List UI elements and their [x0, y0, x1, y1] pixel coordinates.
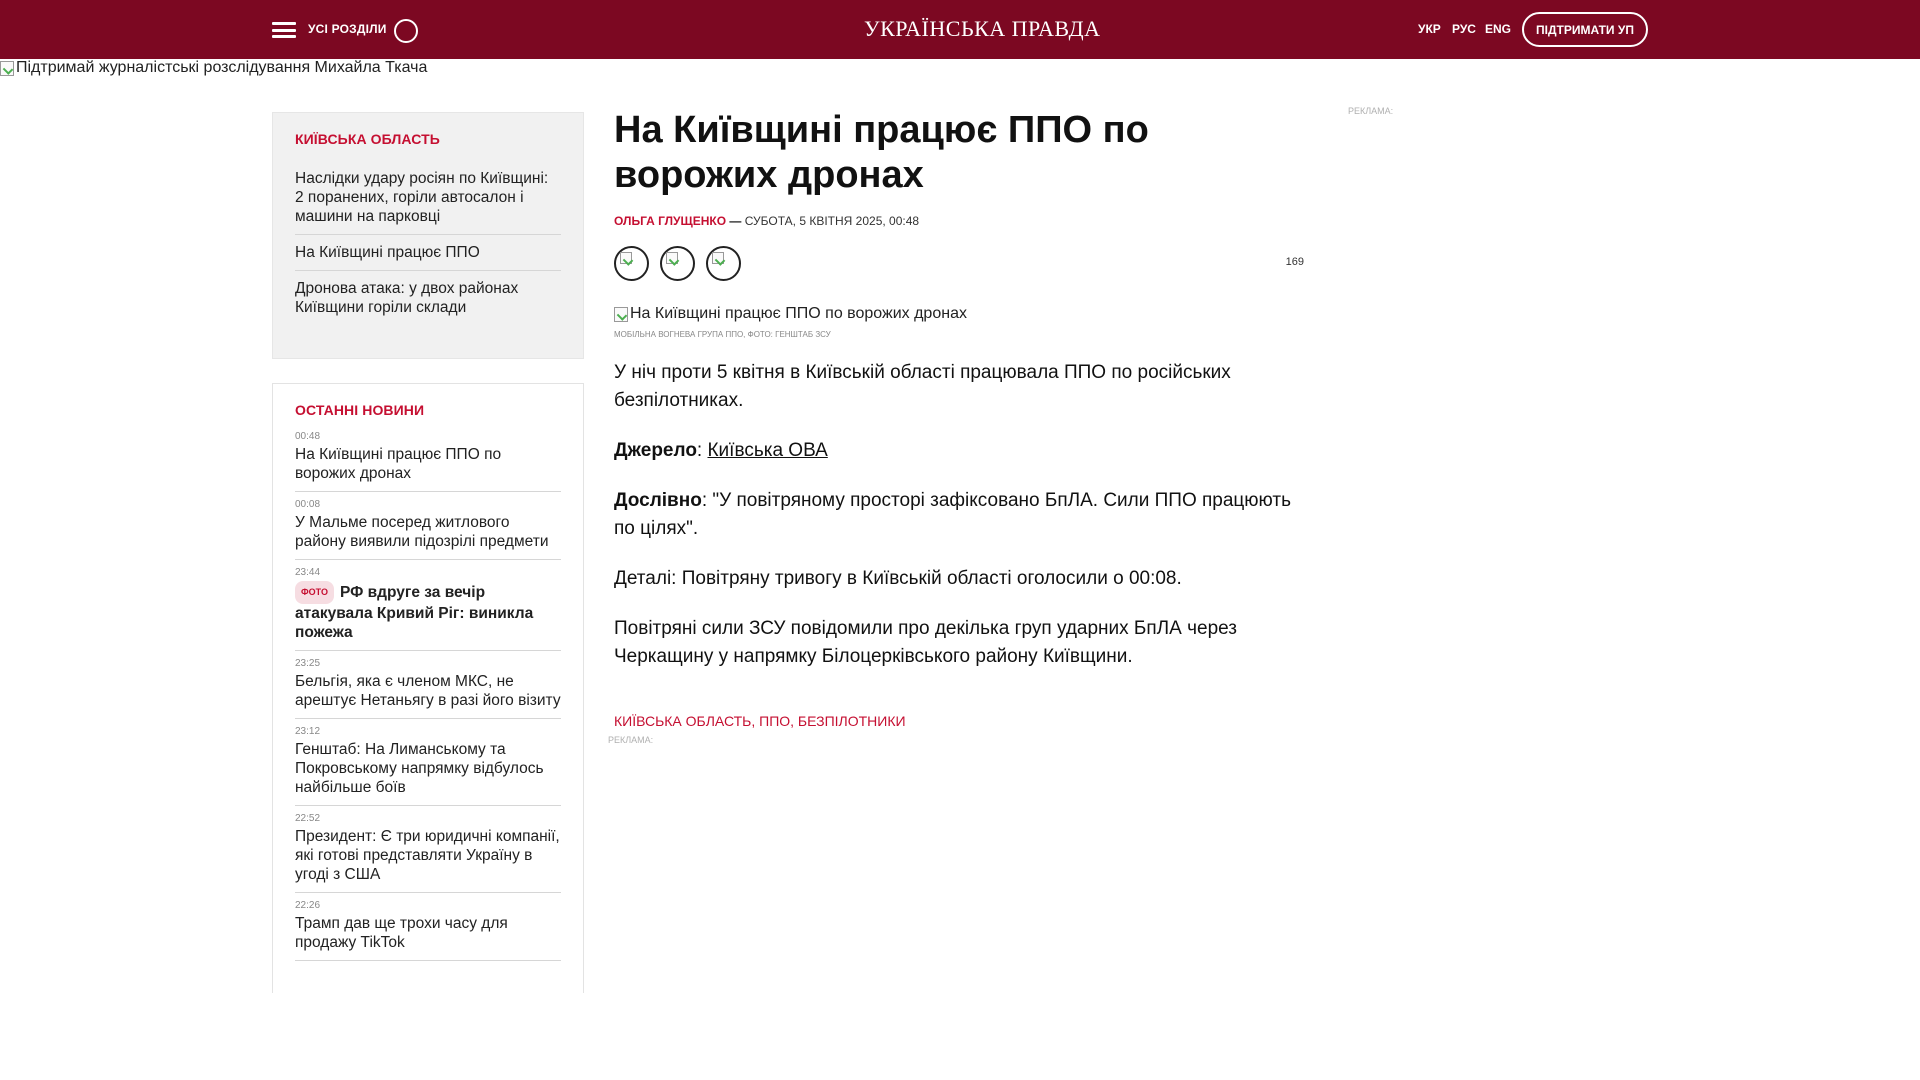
news-time: 22:26 [295, 900, 321, 911]
news-time: 00:48 [295, 431, 321, 442]
broken-image-icon [620, 252, 632, 264]
tag-link[interactable]: ППО [759, 713, 791, 729]
source-label: Джерело [614, 440, 697, 461]
photo-badge: ФОТО [295, 581, 334, 604]
all-sections-link[interactable]: УСІ РОЗДІЛИ [308, 22, 387, 36]
byline-dash: — [729, 214, 742, 228]
broken-image-icon [0, 61, 14, 76]
lang-ukr-link[interactable]: УКР [1418, 22, 1441, 36]
ad-label: РЕКЛАМА: [608, 735, 654, 745]
article-tags [614, 713, 1314, 729]
news-list-item[interactable] [295, 651, 561, 719]
news-list-item[interactable] [295, 492, 561, 560]
news-list-item[interactable] [295, 424, 561, 492]
broken-image-icon [712, 252, 724, 264]
banner-alt-text: Підтримай журналістські розслідування Михайла Ткача [16, 59, 428, 76]
tag-separator: , [751, 713, 760, 729]
broken-image-icon [666, 252, 678, 264]
menu-icon[interactable] [272, 22, 296, 38]
quote-label: Дослівно [614, 490, 702, 511]
author-link[interactable]: ОЛЬГА ГЛУЩЕНКО [614, 214, 727, 228]
article-paragraph: У ніч проти 5 квітня в Київській області працювала ППО по російських безпілотниках. [614, 362, 1231, 411]
news-time: 00:08 [295, 499, 321, 510]
latest-news-box [272, 383, 584, 993]
region-news-item[interactable]: На Київщині працює ППО [295, 235, 561, 271]
share-telegram-button[interactable] [706, 246, 741, 281]
article-paragraph: Деталі: Повітряну тривогу в Київській області оголосили о 00:08. [614, 568, 1182, 589]
quote-text: : "У повітряному просторі зафіксовано БпЛА. Сили ППО працюють по цілях". [614, 490, 1291, 539]
news-time: 23:25 [295, 658, 321, 669]
news-title: Генштаб: На Лиманському та Покровському напрямку відбулось найбільше боїв [295, 741, 544, 796]
site-logo[interactable]: УКРАЇНСЬКА ПРАВДА [864, 16, 1101, 41]
news-title: Трамп дав ще трохи часу для продажу TikTok [295, 915, 508, 951]
tag-link[interactable]: БЕЗПІЛОТНИКИ [797, 713, 906, 729]
news-time: 23:12 [295, 726, 321, 737]
region-news-item[interactable]: Дронова атака: у двох районах Київщини горіли склади [295, 280, 519, 316]
share-twitter-button[interactable] [660, 246, 695, 281]
region-news-box [272, 112, 584, 359]
news-list-item[interactable] [295, 560, 561, 651]
share-facebook-button[interactable] [614, 246, 649, 281]
news-title: РФ вдруге за вечір атакувала Кривий Ріг: виникла пожежа [295, 584, 534, 641]
article-source [614, 437, 1314, 465]
news-list-item[interactable] [295, 893, 561, 961]
search-icon[interactable] [394, 19, 418, 43]
view-count: 169 [1285, 256, 1304, 268]
article-image [614, 305, 1314, 323]
news-time: 22:52 [295, 813, 321, 824]
tag-link[interactable]: КИЇВСЬКА ОБЛАСТЬ [614, 713, 752, 729]
news-title: Бельгія, яка є членом МКС, не арештує Нетаньягу в разі його візиту [295, 673, 561, 709]
site-header [0, 0, 1920, 59]
ad-label: РЕКЛАМА: [1348, 106, 1394, 116]
lang-eng-link[interactable]: ENG [1485, 22, 1512, 36]
promo-banner[interactable] [0, 58, 427, 78]
news-list-item[interactable] [295, 806, 561, 893]
article-image-alt: На Київщині працює ППО по ворожих дронах [630, 305, 967, 322]
region-title-link[interactable]: КИЇВСЬКА ОБЛАСТЬ [295, 131, 440, 147]
news-title: У Мальме посеред житлового району виявили підозрілі предмети [295, 514, 549, 550]
news-list-item[interactable] [295, 719, 561, 806]
article [614, 108, 1314, 729]
news-title: Президент: Є три юридичні компанії, які готові представляти Україну в угоді з США [295, 828, 560, 883]
image-caption: МОБІЛЬНА ВОГНЕВА ГРУПА ППО, ФОТО: ГЕНШТАБ ЗСУ [614, 330, 831, 339]
article-title: На Київщині працює ППО по ворожих дронах [614, 109, 1149, 196]
article-byline [614, 214, 1314, 228]
broken-image-icon [614, 307, 628, 322]
article-paragraph: Повітряні сили ЗСУ повідомили про декілька груп ударних БпЛА через Черкащину у напрямку Білоцерківського району Київщини. [614, 618, 1237, 667]
article-date: СУБОТА, 5 КВІТНЯ 2025, 00:48 [744, 214, 920, 228]
source-link[interactable]: Київська ОВА [707, 440, 828, 461]
latest-news-title-link[interactable]: ОСТАННІ НОВИНИ [295, 402, 425, 418]
support-button[interactable]: ПІДТРИМАТИ УП [1522, 12, 1648, 47]
news-title: На Київщині працює ППО по ворожих дронах [295, 446, 502, 482]
news-title-with-badge [295, 581, 561, 642]
tag-separator: , [790, 713, 798, 729]
news-time: 23:44 [295, 567, 321, 578]
article-quote [614, 487, 1314, 543]
lang-rus-link[interactable]: РУС [1452, 22, 1476, 36]
region-news-item[interactable]: Наслідки удару росіян по Київщині: 2 поранених, горіли автосалон і машини на парковці [295, 161, 561, 235]
source-separator: : [696, 440, 708, 461]
share-row [614, 246, 1314, 282]
